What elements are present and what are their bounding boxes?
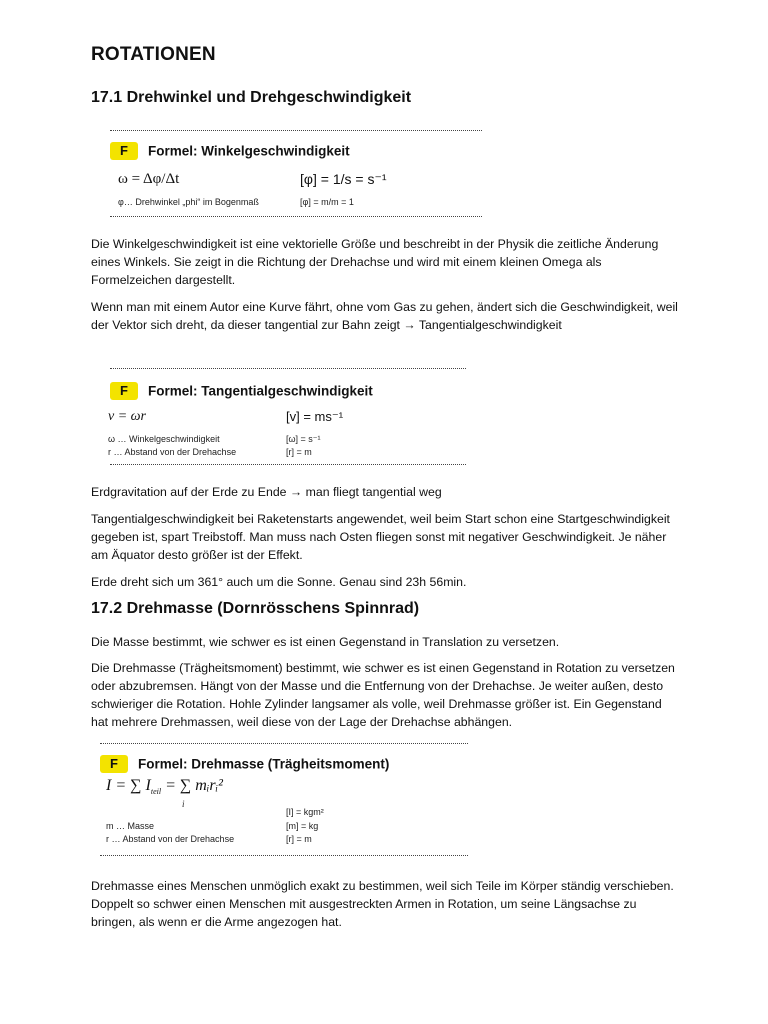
formula-title: Formel: Winkelgeschwindigkeit [148,143,350,159]
formula-badge: F [110,382,138,400]
paragraph: Die Masse bestimmt, wie schwer es ist einen Gegenstand in Translation zu versetzen. [91,635,560,649]
paragraph: Tangentialgeschwindigkeit bei Raketenstarts angewendet, weil beim Start schon eine Startgeschwindigkeit gegeben ist, spart Treibstoff. Man muss nach Osten fliegen sonst mit negativer Geschwindigkeit. Je näher am Äquator desto größer ist der Effekt. [91,512,670,562]
formula-unit: [φ] = 1/s = s⁻¹ [300,171,387,187]
formula-expression: I = ∑ $I_{teil}$ = ∑ mᵢrᵢ² [106,777,223,797]
formula-legend-unit: [I] = kgm² [286,807,324,817]
document-title: ROTATIONEN [91,44,216,65]
formula-box-winkelgeschwindigkeit [100,130,482,222]
formula-header [110,382,373,400]
dotted-divider [110,464,466,465]
paragraph: Drehmasse eines Menschen unmöglich exakt zu bestimmen, weil sich Teile im Körper ständig verschieben. Doppelt so schwer einen Menschen mit ausgestreckten Armen in Rotation, um seine Längsachse zu bringen, als wenn er die Arme angezogen hat. [91,879,674,929]
formula-legend: φ… Drehwinkel „phi“ im Bogenmaß [118,197,259,207]
formula-legend-unit: [r] = m [286,834,312,844]
formula-sum-index: i [182,799,185,809]
formula-unit: [v] = ms⁻¹ [286,409,344,424]
formula-title: Formel: Tangentialgeschwindigkeit [148,383,373,399]
dotted-divider [100,855,468,856]
formula-legend: r … Abstand von der Drehachse [106,834,235,844]
section-heading-17-2: 17.2 Drehmasse (Dornrösschens Spinnrad) [91,600,420,617]
paragraph: Erde dreht sich um 361° auch um die Sonne. Genau sind 23h 56min. [91,575,467,589]
paragraph: Die Drehmasse (Trägheitsmoment) bestimmt, wie schwer es ist einen Gegenstand in Rotation zu versetzen oder abzubremsen. Hängt von der Masse und die Entfernung von der Drehachse. Je weiter außen, desto schwieriger die Rotation. Hohle Zylinder langsamer als volle, weil Drehmasse größer ist. Ein Gegenstand hat mehrere Drehmassen, weil diese von der Lage der Drehachse abhängen. [91,661,675,729]
formula-box-drehmasse [100,743,470,861]
formula-legend: m … Masse [106,821,155,831]
formula-legend: r … Abstand von der Drehachse [108,447,237,457]
formula-legend-unit: [φ] = m/m = 1 [300,197,354,207]
dotted-divider [110,368,466,369]
formula-legend: ω … Winkelgeschwindigkeit [108,434,220,444]
formula-badge: F [100,755,128,773]
dotted-divider [100,743,468,744]
section-heading-17-1: 17.1 Drehwinkel und Drehgeschwindigkeit [91,89,412,106]
formula-legend-unit: [m] = kg [286,821,319,831]
formula-box-tangentialgeschwindigkeit [100,368,466,470]
paragraph: Wenn man mit einem Autor eine Kurve fährt, ohne vom Gas zu gehen, ändert sich die Geschwindigkeit, weil der Vektor sich dreht, da dieser tangential zur Bahn zeigt → Tangentialgeschwindigkeit [91,300,678,332]
paragraph: Erdgravitation auf der Erde zu Ende → man fliegt tangential weg [91,485,442,499]
formula-expression: v = ωr [108,409,146,424]
paragraph: Die Winkelgeschwindigkeit ist eine vektorielle Größe und beschreibt in der Physik die zeitliche Änderung eines Winkels. Sie zeigt in die Richtung der Drehachse und wird mit einem kleinen Omega als Formelzeichen dargestellt. [91,237,659,287]
dotted-divider [110,130,482,131]
formula-title: Formel: Drehmasse (Trägheitsmoment) [138,756,390,772]
formula-badge: F [110,142,138,160]
formula-header [100,755,389,773]
dotted-divider [110,216,482,217]
formula-expression: ω = Δφ/Δt [118,171,180,187]
formula-header [110,142,350,160]
formula-legend-unit: [r] = m [286,447,312,457]
formula-legend-unit: [ω] = s⁻¹ [286,434,321,444]
